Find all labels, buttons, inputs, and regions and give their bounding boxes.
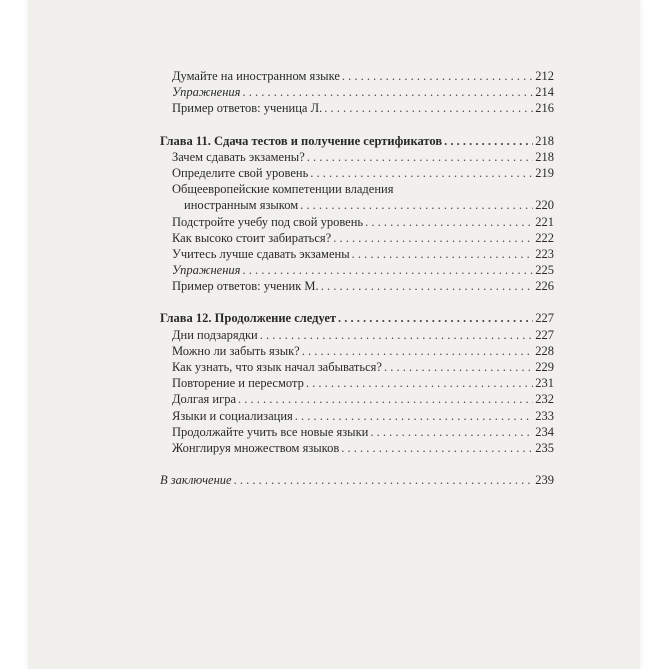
toc-entry-title: Как высоко стоит забираться? — [172, 230, 332, 245]
leader-dots — [384, 359, 533, 375]
leader-dots — [365, 214, 533, 230]
toc-entry — [160, 278, 554, 294]
toc-entry — [160, 343, 554, 359]
leader-dots — [307, 149, 534, 165]
toc-entry-title-continued: иностранным языком — [184, 198, 299, 213]
toc-entry-title: Пример ответов: ученица Л. — [172, 101, 323, 116]
toc-chapter-11 — [160, 133, 554, 149]
toc-entry — [160, 327, 554, 343]
leader-dots — [341, 440, 533, 456]
toc-entry — [160, 440, 554, 456]
leader-dots — [260, 327, 534, 343]
toc-entry-title: Продолжайте учить все новые языки — [172, 424, 369, 439]
toc-entry-page: 222 — [535, 230, 554, 245]
leader-dots — [302, 343, 534, 359]
toc-entry-page: 227 — [535, 327, 554, 342]
toc-entry-title: Подстройте учебу под свой уровень — [172, 214, 364, 229]
leader-dots — [352, 246, 534, 262]
toc-entry — [160, 214, 554, 230]
toc-entry-title: Упражнения — [172, 85, 241, 100]
toc-entry — [160, 246, 554, 262]
section-spacer — [160, 294, 554, 310]
toc-entry-title: Думайте на иностранном языке — [172, 69, 340, 83]
toc-entry-page: 231 — [535, 376, 554, 391]
toc-entry-page: 235 — [535, 440, 554, 455]
leader-dots — [310, 165, 533, 181]
toc-entry — [160, 359, 554, 375]
toc-entry-title: Повторение и пересмотр — [172, 376, 304, 391]
toc-entry — [160, 68, 554, 84]
toc-entry-page: 212 — [535, 69, 554, 83]
toc-entry — [160, 149, 554, 165]
toc-entry-title: Жонглируя множеством языков — [172, 440, 340, 455]
toc-entry-page: 229 — [535, 360, 554, 374]
toc-entry — [160, 391, 554, 407]
toc-entry-title: Общеевропейские компетенции владения — [172, 182, 394, 197]
section-spacer — [160, 117, 554, 133]
toc-entry-title: Можно ли забыть язык? — [172, 343, 300, 358]
toc-entry — [160, 408, 554, 424]
toc-entry — [160, 100, 554, 116]
toc-entry — [160, 230, 554, 246]
toc-entry — [160, 262, 554, 278]
toc-entry — [160, 424, 554, 440]
toc-entry-page: 228 — [535, 343, 554, 358]
leader-dots — [242, 84, 533, 100]
toc-entry-title: Зачем сдавать экзамены? — [172, 149, 305, 164]
chapter-title: Глава 12. Продолжение следует — [160, 311, 337, 326]
chapter-page: 218 — [535, 133, 554, 148]
toc-entry-title: Дни подзарядки — [172, 327, 258, 342]
toc-entry-page: 233 — [535, 408, 554, 423]
toc-entry-page: 232 — [535, 392, 554, 407]
toc-entry-page: 219 — [535, 165, 554, 180]
toc-entry-page: 218 — [535, 149, 554, 164]
toc-entry-page: 221 — [535, 214, 554, 229]
toc-entry-page: 214 — [535, 85, 554, 100]
leader-dots — [342, 68, 533, 84]
toc-conclusion — [160, 472, 554, 488]
toc-entry-page: 225 — [535, 263, 554, 278]
leader-dots — [324, 100, 533, 116]
chapter-page: 227 — [535, 311, 554, 326]
toc-entry-title: Определите свой уровень — [172, 165, 309, 180]
leader-dots — [338, 310, 533, 326]
toc-entry-wrapped-line1 — [160, 181, 554, 197]
leader-dots — [306, 375, 533, 391]
leader-dots — [295, 408, 533, 424]
conclusion-title: В заключение — [160, 473, 232, 488]
toc-entry-title: Упражнения — [172, 263, 241, 278]
toc-entry-page: 220 — [535, 198, 554, 213]
toc-entry-page: 234 — [535, 424, 554, 439]
leader-dots — [444, 133, 533, 149]
leader-dots — [333, 230, 533, 246]
leader-dots — [238, 391, 533, 407]
toc-entry-title: Языки и социализация — [172, 408, 293, 423]
toc-entry-title: Долгая игра — [172, 392, 237, 407]
toc-entry-page: 226 — [535, 279, 554, 294]
chapter-title: Глава 11. Сдача тестов и получение сертификатов — [160, 133, 443, 148]
toc-entry-page: 223 — [535, 246, 554, 261]
toc-entry-page: 216 — [535, 101, 554, 116]
toc-entry-title: Как узнать, что язык начал забываться? — [172, 360, 382, 374]
leader-dots — [242, 262, 533, 278]
leader-dots — [321, 278, 534, 294]
toc-entry — [160, 375, 554, 391]
leader-dots — [300, 197, 533, 213]
toc-entry-wrapped-line2 — [160, 197, 554, 213]
toc-chapter-12 — [160, 310, 554, 326]
section-spacer — [160, 456, 554, 472]
toc-entry-title: Учитесь лучше сдавать экзамены — [172, 246, 350, 261]
book-page — [28, 0, 640, 669]
conclusion-page: 239 — [535, 473, 554, 488]
table-of-contents — [160, 68, 554, 488]
toc-entry-title: Пример ответов: ученик М. — [172, 279, 319, 294]
leader-dots — [234, 472, 534, 488]
leader-dots — [370, 424, 533, 440]
toc-entry — [160, 165, 554, 181]
toc-entry — [160, 84, 554, 100]
